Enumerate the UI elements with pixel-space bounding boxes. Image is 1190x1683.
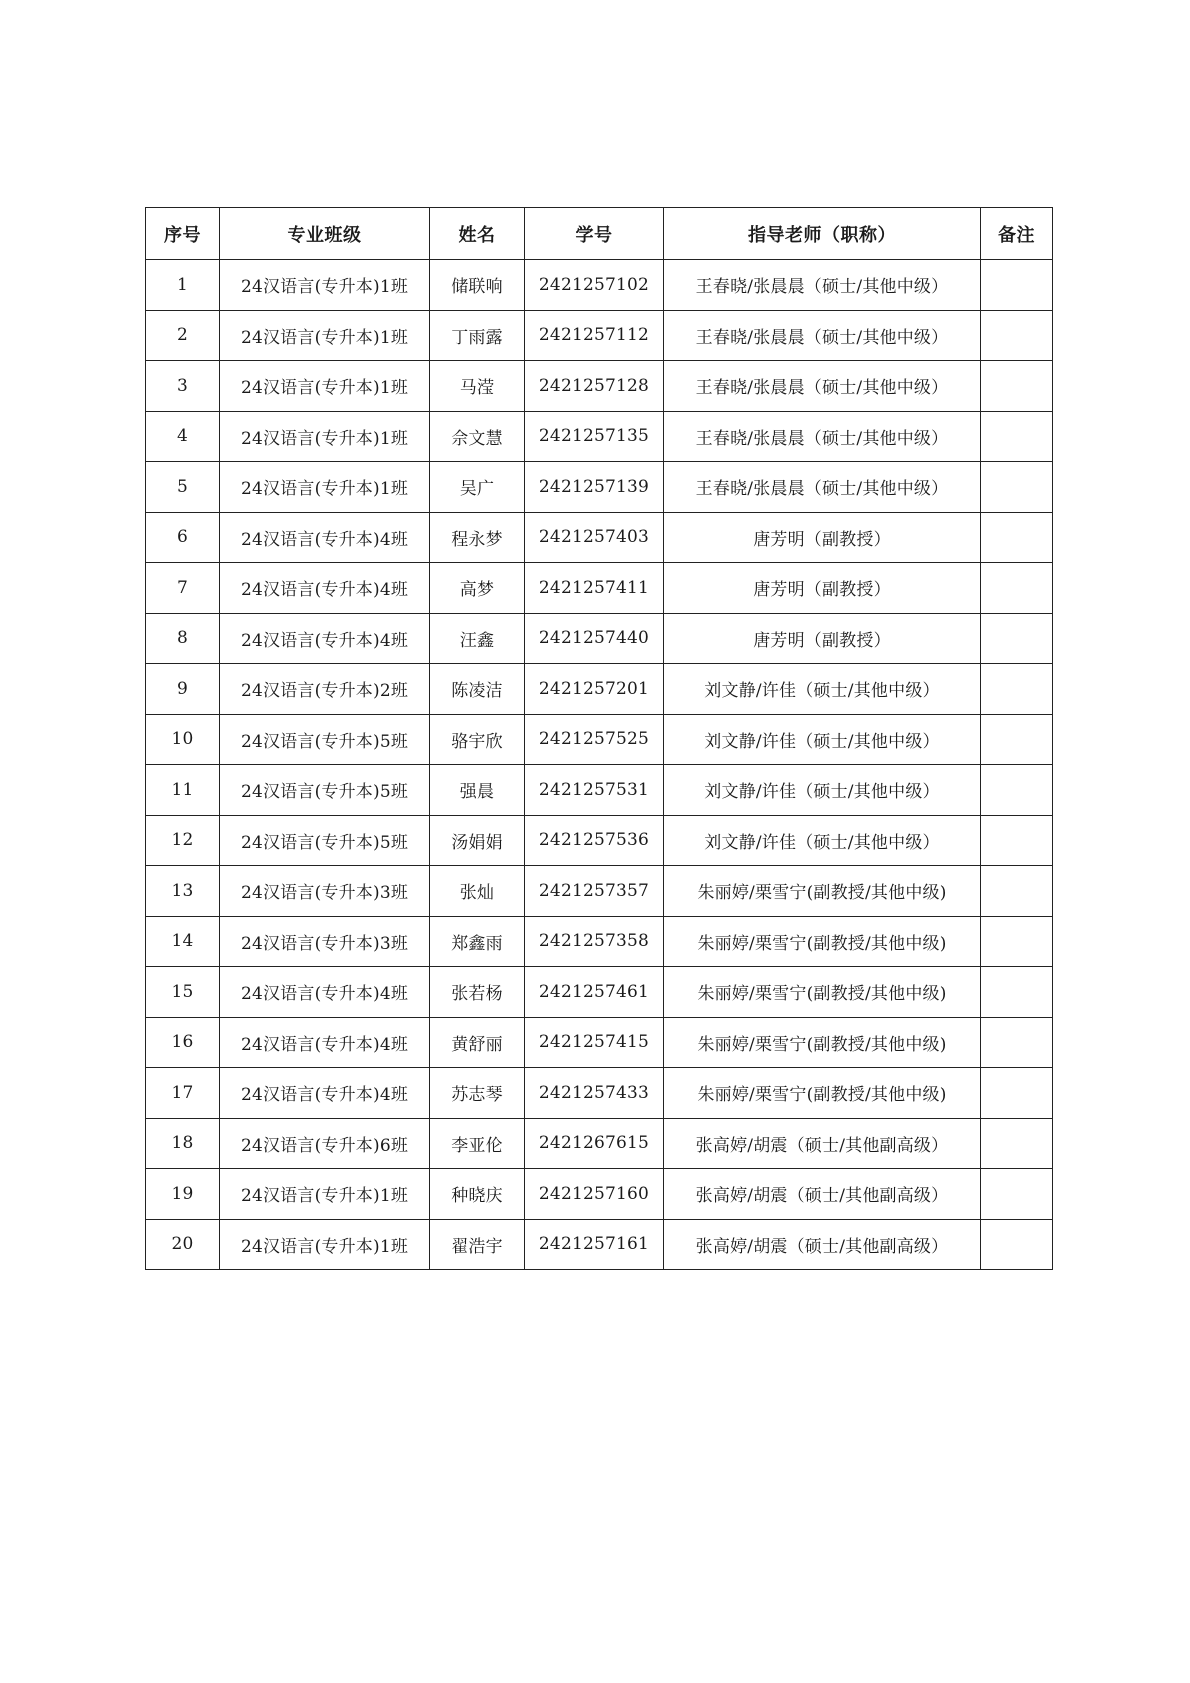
cell-seq: 8 — [146, 613, 220, 664]
cell-note — [981, 866, 1053, 917]
cell-note — [981, 613, 1053, 664]
cell-name: 佘文慧 — [430, 411, 525, 462]
table-row — [146, 613, 1053, 664]
header-seq: 序号 — [146, 208, 220, 260]
cell-note — [981, 765, 1053, 816]
cell-student-id: 2421257357 — [525, 866, 664, 917]
cell-class: 24汉语言(专升本)4班 — [220, 512, 430, 563]
cell-tutor: 王春晓/张晨晨（硕士/其他中级） — [664, 310, 981, 361]
header-row — [146, 208, 1053, 260]
cell-class: 24汉语言(专升本)4班 — [220, 1017, 430, 1068]
cell-seq: 9 — [146, 664, 220, 715]
cell-student-id: 2421257139 — [525, 462, 664, 513]
cell-seq: 6 — [146, 512, 220, 563]
cell-seq: 1 — [146, 260, 220, 311]
cell-tutor: 朱丽婷/栗雪宁(副教授/其他中级) — [664, 916, 981, 967]
cell-tutor: 朱丽婷/栗雪宁(副教授/其他中级) — [664, 1017, 981, 1068]
table-row — [146, 462, 1053, 513]
cell-class: 24汉语言(专升本)1班 — [220, 411, 430, 462]
cell-seq: 19 — [146, 1169, 220, 1220]
table-row — [146, 1118, 1053, 1169]
cell-seq: 4 — [146, 411, 220, 462]
table-row — [146, 866, 1053, 917]
cell-name: 丁雨露 — [430, 310, 525, 361]
cell-class: 24汉语言(专升本)4班 — [220, 967, 430, 1018]
cell-tutor: 唐芳明（副教授） — [664, 563, 981, 614]
student-tutor-table — [145, 207, 1053, 1270]
cell-tutor: 刘文静/许佳（硕士/其他中级） — [664, 714, 981, 765]
cell-class: 24汉语言(专升本)5班 — [220, 815, 430, 866]
table-header — [146, 208, 1053, 260]
table-body — [146, 260, 1053, 1270]
table-row — [146, 967, 1053, 1018]
cell-class: 24汉语言(专升本)1班 — [220, 1219, 430, 1270]
cell-student-id: 2421257358 — [525, 916, 664, 967]
cell-class: 24汉语言(专升本)6班 — [220, 1118, 430, 1169]
cell-name: 翟浩宇 — [430, 1219, 525, 1270]
cell-tutor: 王春晓/张晨晨（硕士/其他中级） — [664, 361, 981, 412]
cell-name: 高梦 — [430, 563, 525, 614]
table-row — [146, 1017, 1053, 1068]
cell-seq: 5 — [146, 462, 220, 513]
header-tutor: 指导老师（职称） — [664, 208, 981, 260]
cell-tutor: 唐芳明（副教授） — [664, 512, 981, 563]
table-row — [146, 512, 1053, 563]
cell-name: 苏志琴 — [430, 1068, 525, 1119]
cell-name: 张灿 — [430, 866, 525, 917]
cell-note — [981, 664, 1053, 715]
cell-name: 张若杨 — [430, 967, 525, 1018]
cell-student-id: 2421257440 — [525, 613, 664, 664]
cell-class: 24汉语言(专升本)2班 — [220, 664, 430, 715]
cell-tutor: 张高婷/胡震（硕士/其他副高级） — [664, 1169, 981, 1220]
cell-note — [981, 815, 1053, 866]
table-row — [146, 1169, 1053, 1220]
table-row — [146, 815, 1053, 866]
cell-note — [981, 916, 1053, 967]
cell-name: 陈凌洁 — [430, 664, 525, 715]
table-row — [146, 310, 1053, 361]
table-row — [146, 260, 1053, 311]
table-row — [146, 765, 1053, 816]
cell-tutor: 朱丽婷/栗雪宁(副教授/其他中级) — [664, 866, 981, 917]
cell-name: 程永梦 — [430, 512, 525, 563]
cell-tutor: 王春晓/张晨晨（硕士/其他中级） — [664, 462, 981, 513]
document-page — [145, 207, 1052, 1270]
cell-name: 骆宇欣 — [430, 714, 525, 765]
cell-note — [981, 361, 1053, 412]
cell-seq: 20 — [146, 1219, 220, 1270]
cell-note — [981, 411, 1053, 462]
cell-seq: 17 — [146, 1068, 220, 1119]
cell-student-id: 2421257161 — [525, 1219, 664, 1270]
cell-class: 24汉语言(专升本)1班 — [220, 310, 430, 361]
cell-student-id: 2421257531 — [525, 765, 664, 816]
cell-student-id: 2421257135 — [525, 411, 664, 462]
cell-name: 强晨 — [430, 765, 525, 816]
cell-name: 黄舒丽 — [430, 1017, 525, 1068]
cell-note — [981, 1068, 1053, 1119]
table-row — [146, 361, 1053, 412]
cell-note — [981, 967, 1053, 1018]
cell-student-id: 2421257201 — [525, 664, 664, 715]
cell-student-id: 2421267615 — [525, 1118, 664, 1169]
cell-tutor: 刘文静/许佳（硕士/其他中级） — [664, 664, 981, 715]
table-row — [146, 1219, 1053, 1270]
cell-class: 24汉语言(专升本)4班 — [220, 613, 430, 664]
cell-class: 24汉语言(专升本)1班 — [220, 462, 430, 513]
cell-tutor: 王春晓/张晨晨（硕士/其他中级） — [664, 260, 981, 311]
cell-student-id: 2421257536 — [525, 815, 664, 866]
table-row — [146, 411, 1053, 462]
cell-class: 24汉语言(专升本)4班 — [220, 563, 430, 614]
cell-note — [981, 260, 1053, 311]
cell-note — [981, 563, 1053, 614]
cell-student-id: 2421257112 — [525, 310, 664, 361]
cell-note — [981, 310, 1053, 361]
header-name: 姓名 — [430, 208, 525, 260]
cell-student-id: 2421257415 — [525, 1017, 664, 1068]
cell-class: 24汉语言(专升本)1班 — [220, 260, 430, 311]
cell-name: 储联响 — [430, 260, 525, 311]
cell-seq: 10 — [146, 714, 220, 765]
cell-name: 吴广 — [430, 462, 525, 513]
cell-name: 种晓庆 — [430, 1169, 525, 1220]
cell-student-id: 2421257128 — [525, 361, 664, 412]
cell-seq: 18 — [146, 1118, 220, 1169]
cell-student-id: 2421257411 — [525, 563, 664, 614]
cell-tutor: 王春晓/张晨晨（硕士/其他中级） — [664, 411, 981, 462]
table-row — [146, 714, 1053, 765]
header-class: 专业班级 — [220, 208, 430, 260]
cell-class: 24汉语言(专升本)3班 — [220, 916, 430, 967]
cell-tutor: 张高婷/胡震（硕士/其他副高级） — [664, 1118, 981, 1169]
cell-tutor: 刘文静/许佳（硕士/其他中级） — [664, 815, 981, 866]
cell-student-id: 2421257525 — [525, 714, 664, 765]
cell-seq: 13 — [146, 866, 220, 917]
cell-note — [981, 1219, 1053, 1270]
cell-note — [981, 1017, 1053, 1068]
cell-class: 24汉语言(专升本)1班 — [220, 361, 430, 412]
cell-name: 李亚伦 — [430, 1118, 525, 1169]
cell-student-id: 2421257403 — [525, 512, 664, 563]
cell-seq: 7 — [146, 563, 220, 614]
cell-note — [981, 714, 1053, 765]
cell-seq: 12 — [146, 815, 220, 866]
cell-note — [981, 1169, 1053, 1220]
table-row — [146, 916, 1053, 967]
cell-seq: 15 — [146, 967, 220, 1018]
cell-student-id: 2421257433 — [525, 1068, 664, 1119]
header-student-id: 学号 — [525, 208, 664, 260]
cell-name: 马滢 — [430, 361, 525, 412]
cell-tutor: 唐芳明（副教授） — [664, 613, 981, 664]
cell-class: 24汉语言(专升本)3班 — [220, 866, 430, 917]
cell-seq: 3 — [146, 361, 220, 412]
cell-name: 郑鑫雨 — [430, 916, 525, 967]
cell-tutor: 刘文静/许佳（硕士/其他中级） — [664, 765, 981, 816]
cell-note — [981, 512, 1053, 563]
table-row — [146, 1068, 1053, 1119]
cell-student-id: 2421257160 — [525, 1169, 664, 1220]
cell-class: 24汉语言(专升本)5班 — [220, 714, 430, 765]
table-row — [146, 664, 1053, 715]
cell-note — [981, 1118, 1053, 1169]
cell-name: 汤娟娟 — [430, 815, 525, 866]
cell-tutor: 朱丽婷/栗雪宁(副教授/其他中级) — [664, 967, 981, 1018]
cell-class: 24汉语言(专升本)5班 — [220, 765, 430, 816]
cell-note — [981, 462, 1053, 513]
header-note: 备注 — [981, 208, 1053, 260]
cell-class: 24汉语言(专升本)1班 — [220, 1169, 430, 1220]
cell-student-id: 2421257102 — [525, 260, 664, 311]
cell-seq: 11 — [146, 765, 220, 816]
cell-name: 汪鑫 — [430, 613, 525, 664]
cell-student-id: 2421257461 — [525, 967, 664, 1018]
cell-tutor: 张高婷/胡震（硕士/其他副高级） — [664, 1219, 981, 1270]
cell-class: 24汉语言(专升本)4班 — [220, 1068, 430, 1119]
cell-seq: 16 — [146, 1017, 220, 1068]
table-row — [146, 563, 1053, 614]
cell-seq: 14 — [146, 916, 220, 967]
cell-tutor: 朱丽婷/栗雪宁(副教授/其他中级) — [664, 1068, 981, 1119]
cell-seq: 2 — [146, 310, 220, 361]
